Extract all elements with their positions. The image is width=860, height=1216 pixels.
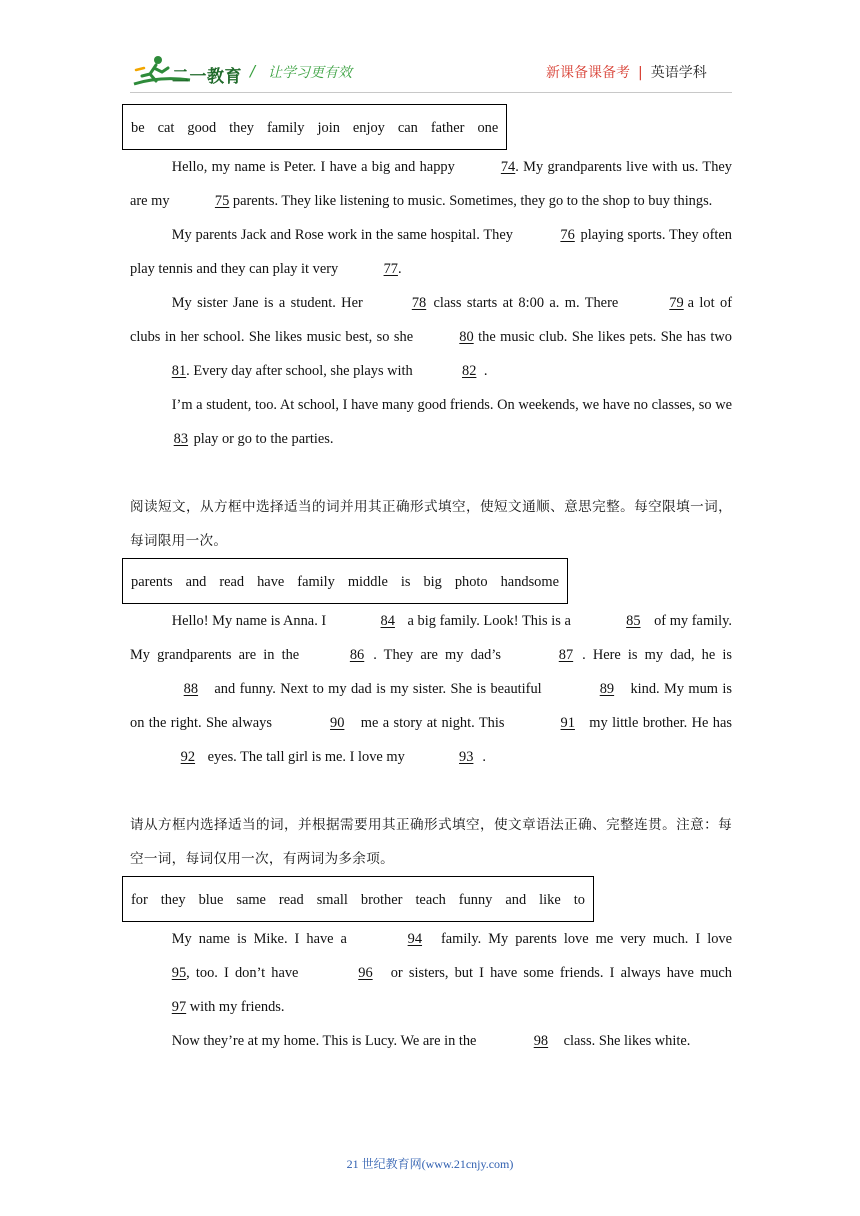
header-right [546, 62, 707, 82]
header-divider [130, 92, 732, 93]
answer-blank[interactable]: 98 [533, 1033, 549, 1049]
header-slash: / [250, 62, 256, 80]
header-separator: | [638, 65, 643, 81]
answer-blank[interactable]: 88 [183, 681, 199, 697]
answer-blank[interactable]: 96 [358, 965, 373, 981]
answer-blank[interactable]: 81 [171, 363, 187, 379]
word-option: blue [198, 892, 224, 908]
answer-blank[interactable]: 83 [173, 431, 189, 447]
word-option: father [430, 120, 465, 136]
word-option: one [477, 120, 499, 136]
paragraph: My name is Mike. I have a 94 family. My parents love me very much. I love 95, too. I don’t have 96 or sisters, but I have some friends. I always have much 97 with my friends. [130, 922, 732, 1024]
word-option: middle [347, 574, 388, 590]
word-option: is [400, 574, 411, 590]
paragraph: Now they’re at my home. This is Lucy. We are in the 98 class. She likes white. [130, 1024, 732, 1058]
word-option: read [219, 574, 245, 590]
word-option: family [297, 574, 335, 590]
word-option: handsome [500, 574, 559, 590]
word-option: like [539, 892, 561, 908]
header-course: 新课备课备考 [546, 65, 630, 81]
word-option: same [236, 892, 266, 908]
word-option: can [397, 120, 418, 136]
word-option: big [423, 574, 442, 590]
word-option: enjoy [352, 120, 385, 136]
instruction-3: 请从方框内选择适当的词，并根据需要用其正确形式填空，使文章语法正确、完整连贯。注意：每空一词，每词仅用一次，有两词为多余项。 [130, 817, 732, 867]
word-option: they [160, 892, 186, 908]
word-option: and [505, 892, 527, 908]
paragraph: Hello! My name is Anna. I 84 a big family. Look! This is a 85 of my family. My grandparents are in the 86 . They are my dad’s 87 . Here is my dad, he is 88 and funny. Next to my dad is my sister. She is beautiful 89 kind. My mum is on the right. She always 90 me a story at night. This 91 my little brother. He has 92 eyes. The tall girl is me. I love my 93 . [130, 604, 732, 774]
answer-blank[interactable]: 84 [380, 613, 395, 629]
answer-blank[interactable]: 95 [171, 965, 187, 981]
word-box-2 [122, 558, 568, 604]
word-option: join [317, 120, 340, 136]
answer-blank[interactable]: 93 [459, 749, 474, 765]
answer-blank[interactable]: 76 [560, 227, 575, 243]
word-box-3 [122, 876, 594, 922]
word-option: teach [415, 892, 446, 908]
page-header [0, 0, 860, 100]
document-body [130, 104, 732, 1058]
word-option: for [131, 892, 148, 908]
word-option: have [257, 574, 285, 590]
answer-blank[interactable]: 85 [626, 613, 641, 629]
word-option: brother [360, 892, 403, 908]
word-option: be [131, 120, 145, 136]
logo-text: 二一教育 [172, 67, 242, 87]
answer-blank[interactable]: 89 [599, 681, 615, 697]
word-option: small [316, 892, 348, 908]
answer-blank[interactable]: 77 [383, 261, 398, 277]
word-option: good [187, 120, 217, 136]
word-option: they [229, 120, 254, 136]
answer-blank[interactable]: 82 [462, 363, 477, 379]
answer-blank[interactable]: 75 [214, 193, 230, 209]
word-option: photo [454, 574, 488, 590]
answer-blank[interactable]: 74 [500, 159, 516, 175]
answer-blank[interactable]: 91 [560, 715, 575, 731]
word-option: funny [458, 892, 493, 908]
word-option: read [278, 892, 304, 908]
word-option: cat [157, 120, 175, 136]
word-option: and [185, 574, 207, 590]
paragraph: My parents Jack and Rose work in the same hospital. They 76 playing sports. They often play tennis and they can play it very 77. [130, 218, 732, 286]
header-slogan: 让学习更有效 [268, 65, 352, 81]
word-option: parents [131, 574, 173, 590]
header-subject: 英语学科 [650, 65, 707, 81]
answer-blank[interactable]: 78 [411, 295, 427, 311]
paragraph: Hello, my name is Peter. I have a big and happy 74. My grandparents live with us. They are my 75 parents. They like listening to music. Sometimes, they go to the shop to buy things. [130, 150, 732, 218]
paragraph: I’m a student, too. At school, I have many good friends. On weekends, we have no classes, so we 83 play or go to the parties. [130, 388, 732, 456]
answer-blank[interactable]: 92 [180, 749, 196, 765]
word-option: family [266, 120, 305, 136]
paragraph: My sister Jane is a student. Her 78 class starts at 8:00 a. m. There 79 a lot of clubs in her school. She likes music best, so she 80 the music club. She likes pets. She has two 81. Every day after school, she plays with 82 . [130, 286, 732, 388]
answer-blank[interactable]: 80 [459, 329, 474, 345]
word-box-1 [122, 104, 507, 150]
answer-blank[interactable]: 87 [558, 647, 574, 663]
page-footer: 21 世纪教育网(www.21cnjy.com) [346, 1157, 514, 1171]
instruction-2: 阅读短文，从方框中选择适当的词并用其正确形式填空，使短文通顺、意思完整。每空限填一词，每词限用一次。 [130, 499, 732, 549]
word-option: to [573, 892, 585, 908]
answer-blank[interactable]: 86 [349, 647, 365, 663]
answer-blank[interactable]: 94 [407, 931, 423, 947]
answer-blank[interactable]: 79 [669, 295, 684, 311]
answer-blank[interactable]: 97 [171, 999, 187, 1015]
answer-blank[interactable]: 90 [330, 715, 345, 731]
